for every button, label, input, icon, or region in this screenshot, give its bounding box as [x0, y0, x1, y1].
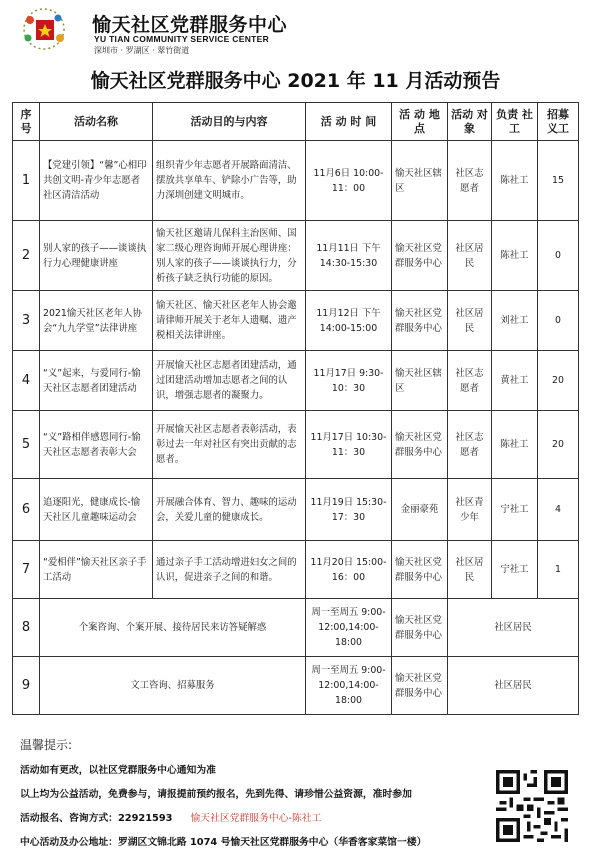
activity-staff: 刘社工 — [492, 291, 538, 351]
service-location: 愉天社区党群服务中心 — [392, 599, 448, 657]
service-audience: 社区居民 — [448, 657, 579, 715]
activity-staff: 陈社工 — [492, 221, 538, 291]
col-header-time: 活 动 时 间 — [306, 103, 392, 141]
reminder-line-contact — [20, 810, 321, 824]
row-no: 4 — [13, 351, 40, 411]
activity-name: 别人家的孩子——谈谈执行力心理健康讲座 — [40, 221, 153, 291]
org-name-cn: 愉天社区党群服务中心 — [92, 14, 288, 36]
service-location: 愉天社区党群服务中心 — [392, 657, 448, 715]
col-header-location: 活 动 地 点 — [392, 103, 448, 141]
org-name-en: YU TIAN COMMUNITY SERVICE CENTER — [94, 34, 270, 44]
activity-name: “义”起来，与爱同行-愉天社区志愿者团建活动 — [40, 351, 153, 411]
reminder-line-change: 活动如有更改，以社区党群服务中心通知为准 — [20, 765, 216, 776]
service-time: 周一至周五 9:00-12:00,14:00-18:00 — [306, 599, 392, 657]
activity-staff: 黄社工 — [492, 351, 538, 411]
activity-audience: 社区志愿者 — [448, 141, 492, 221]
service-audience: 社区居民 — [448, 599, 579, 657]
activity-location: 愉天社区党群服务中心 — [392, 541, 448, 599]
activity-purpose: 开展融合体育、智力、趣味的运动会，关爱儿童的健康成长。 — [153, 479, 306, 541]
activity-purpose: 通过亲子手工活动增进妇女之间的认识，促进亲子之间的和谐。 — [153, 541, 306, 599]
activity-volunteers: 4 — [538, 479, 579, 541]
activity-location: 愉天社区党群服务中心 — [392, 291, 448, 351]
activity-name: “义”路相伴感恩同行-愉天社区志愿者表彰大会 — [40, 411, 153, 479]
row-no: 2 — [13, 221, 40, 291]
row-no: 6 — [13, 479, 40, 541]
row-no: 9 — [13, 657, 40, 715]
activity-name: 【党建引领】“馨”心相印共创文明-青少年志愿者社区清洁活动 — [40, 141, 153, 221]
reminder-line-free: 以上均为公益活动，免费参与，请报提前预约报名，先到先得、请珍惜公益资源，准时参加 — [20, 789, 412, 800]
red-flag-star-logo-icon — [14, 6, 74, 52]
service-name: 个案咨询、个案开展、接待居民来访答疑解惑 — [40, 599, 306, 657]
row-no: 1 — [13, 141, 40, 221]
service-time: 周一至周五 9:00-12:00,14:00-18:00 — [306, 657, 392, 715]
contact-person: 愉天社区党群服务中心-陈社工 — [190, 813, 322, 824]
service-name: 文工咨询、招募服务 — [40, 657, 306, 715]
col-header-audience: 活动 对象 — [448, 103, 492, 141]
activity-volunteers: 20 — [538, 351, 579, 411]
activity-table — [12, 102, 579, 715]
activity-time: 11月6日 10:00-11：00 — [306, 141, 392, 221]
page-title: 愉天社区党群服务中心 2021 年 11 月活动预告 — [90, 70, 501, 92]
col-header-no: 序号 — [13, 103, 40, 141]
org-location: 深圳市 · 罗湖区 · 翠竹街道 — [94, 46, 190, 55]
row-no: 3 — [13, 291, 40, 351]
activity-time: 11月17日 9:30-10：30 — [306, 351, 392, 411]
row-no: 5 — [13, 411, 40, 479]
activity-purpose: 组织青少年志愿者开展路面清洁、摆放共享单车、铲除小广告等，助力深圳创建文明城市。 — [153, 141, 306, 221]
activity-staff: 宁社工 — [492, 541, 538, 599]
activity-location: 愉天社区辖区 — [392, 351, 448, 411]
table-row — [13, 599, 579, 657]
table-row — [13, 541, 579, 599]
activity-audience: 社区居民 — [448, 221, 492, 291]
contact-phone: 活动报名、咨询方式：22921593 — [20, 813, 173, 824]
activity-staff: 宁社工 — [492, 479, 538, 541]
activity-audience: 社区志愿者 — [448, 411, 492, 479]
activity-staff: 陈社工 — [492, 141, 538, 221]
activity-location: 愉天社区党群服务中心 — [392, 411, 448, 479]
activity-location: 愉天社区辖区 — [392, 141, 448, 221]
activity-time: 11月19日 15:30-17：30 — [306, 479, 392, 541]
col-header-purpose: 活动目的与内容 — [153, 103, 306, 141]
reminder-line-address: 中心活动及办公地址：罗湖区文锦北路 1074 号愉天社区党群服务中心（华香客家菜馆一楼） — [20, 837, 427, 848]
activity-name: 追逐阳光，健康成长-愉天社区儿童趣味运动会 — [40, 479, 153, 541]
activity-location: 愉天社区党群服务中心 — [392, 221, 448, 291]
activity-purpose: 愉天社区、愉天社区老年人协会邀请律师开展关于老年人遗嘱、遗产税相关法律讲座。 — [153, 291, 306, 351]
activity-time: 11月20日 15:00-16：00 — [306, 541, 392, 599]
activity-time: 11月11日 下午 14:30-15:30 — [306, 221, 392, 291]
activity-name: “爱相伴”愉天社区亲子手工活动 — [40, 541, 153, 599]
table-row — [13, 141, 579, 221]
activity-audience: 社区居民 — [448, 291, 492, 351]
activity-volunteers: 1 — [538, 541, 579, 599]
table-row — [13, 221, 579, 291]
activity-volunteers: 0 — [538, 221, 579, 291]
activity-name: 2021愉天社区老年人协会“九九学堂”法律讲座 — [40, 291, 153, 351]
col-header-staff: 负责 社工 — [492, 103, 538, 141]
table-row — [13, 351, 579, 411]
page-header — [0, 0, 591, 62]
qr-code-icon — [496, 770, 568, 842]
table-row — [13, 411, 579, 479]
activity-purpose: 开展愉天社区志愿者团建活动，通过团建活动增加志愿者之间的认识，增强志愿者的凝聚力。 — [153, 351, 306, 411]
table-row — [13, 657, 579, 715]
activity-audience: 社区青少年 — [448, 479, 492, 541]
activity-purpose: 愉天社区邀请儿保科主治医师、国家二级心理咨询师开展心理讲座：别人家的孩子——谈谈执行力，分析孩子缺乏执行功能的原因。 — [153, 221, 306, 291]
table-row — [13, 479, 579, 541]
col-header-volunteers: 招募 义工 — [538, 103, 579, 141]
activity-time: 11月12日 下午 14:00-15:00 — [306, 291, 392, 351]
col-header-name: 活动名称 — [40, 103, 153, 141]
activity-purpose: 开展愉天社区志愿者表彰活动，表彰过去一年对社区有突出贡献的志愿者。 — [153, 411, 306, 479]
activity-location: 金丽豪苑 — [392, 479, 448, 541]
activity-audience: 社区志愿者 — [448, 351, 492, 411]
row-no: 8 — [13, 599, 40, 657]
activity-volunteers: 15 — [538, 141, 579, 221]
activity-volunteers: 0 — [538, 291, 579, 351]
table-row — [13, 291, 579, 351]
reminder-title: 温馨提示: — [20, 738, 73, 752]
activity-volunteers: 20 — [538, 411, 579, 479]
activity-audience: 社区居民 — [448, 541, 492, 599]
activity-staff: 陈社工 — [492, 411, 538, 479]
row-no: 7 — [13, 541, 40, 599]
activity-time: 11月17日 10:30-11：30 — [306, 411, 392, 479]
table-header-row — [13, 103, 579, 141]
